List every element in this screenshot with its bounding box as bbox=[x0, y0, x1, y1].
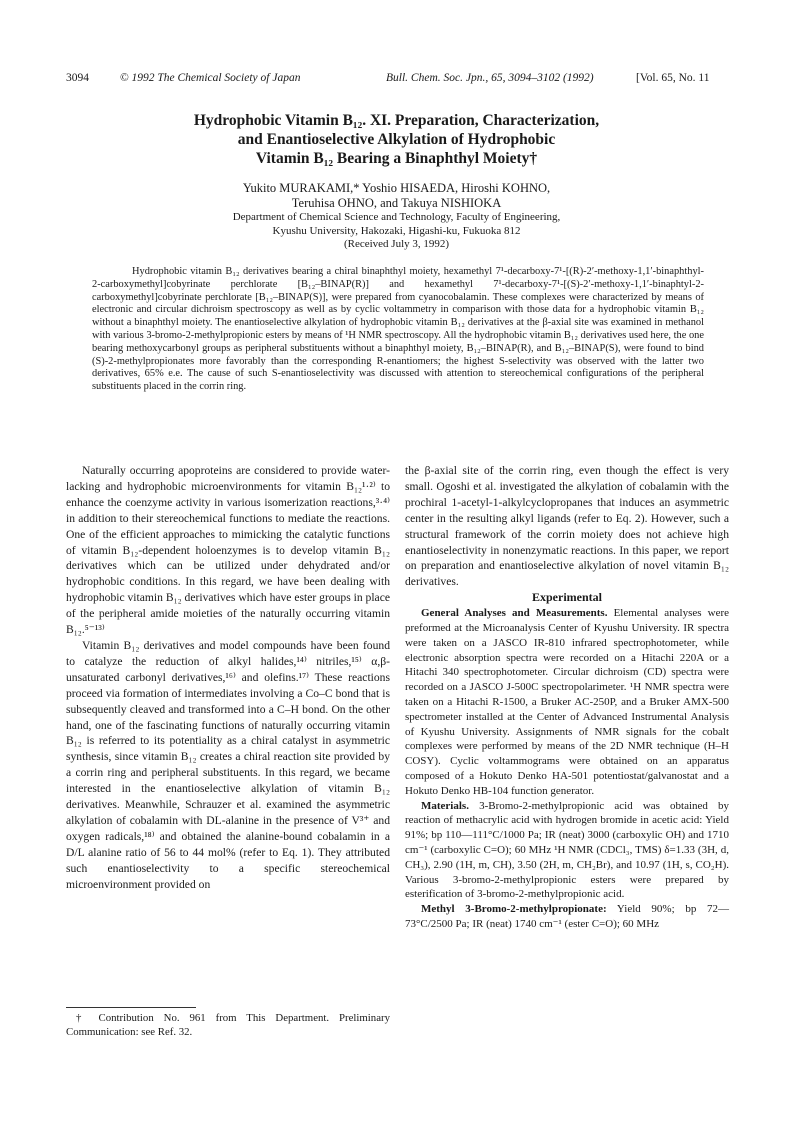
runin-heading: General Analyses and Measurements. bbox=[421, 607, 608, 620]
title-line: and Enantioselective Alkylation of Hydrophobic bbox=[237, 131, 556, 148]
page-number: 3094 bbox=[66, 72, 89, 84]
authors-line: Yukito MURAKAMI,* Yoshio HISAEDA, Hiroshi KOHNO, bbox=[242, 181, 551, 195]
copyright-notice: © 1992 The Chemical Society of Japan bbox=[119, 72, 301, 84]
subsection-text: Elemental analyses were preformed at the Microanalysis Center of Kyushu University. IR spectra were taken on a JASCO IR-810 infrared spectrophotometer, while electronic absorption spectra were recorded on a Hitachi 220A or a Hitachi 340 spectrophotometer. Circular dichroism (CD) spectra were recorded on a JASCO J-500C spectropolarimeter. ¹H NMR spectra were taken on a Hitachi R-1500, a Bruker AC-250P, and a Bruker AMX-500 spectrometer installed at the Center of Advanced Instrumental Analysis of Kyushu University. Assignments of NMR signals for the cobalt complexes were performed by means of the 2D NMR technique (H–H COSY). Cyclic voltammograms were obtained on an apparatus composed of a Hokuto Denko HA-501 potentiostat/galvanostat and a Hokuto Denko HB-104 function generator. bbox=[405, 607, 730, 797]
volume-info: [Vol. 65, No. 11 bbox=[636, 72, 710, 84]
runin-heading: Materials. bbox=[421, 799, 469, 812]
author-list bbox=[120, 181, 673, 211]
subsection-materials bbox=[405, 799, 729, 903]
body-paragraph: Vitamin B₁₂ derivatives and model compounds have been found to catalyze the reduction of alkyl halides,¹⁴⁾ nitriles,¹⁵⁾ α,β-unsaturated carbonyl derivatives,¹⁶⁾ and olefins.¹⁷⁾ These reactions proceed via formation of intermediates involving a Co–C bond that is subsequently cleaved and transformed into a C–H bond. On the other hand, one of the fascinating functions of naturally occurring vitamin B₁₂ is referred to its potentiality as a chiral catalyst in asymmetric synthesis, since vitamin B₁₂ creates a chiral reaction site provided by a corrin ring and peripheral substituents. In this regard, we became interested in the enantioselective alkylation of vitamin B₁₂ derivatives. Meanwhile, Schrauzer et al. examined the asymmetric alkylation of cobalamin with DL-alanine in the presence of V³⁺ and oxygen radicals,¹⁸⁾ and obtained the alanine-bound cobalamin in a D/L alanine ratio of 56 to 44 mol% (refer to Eq. 1). They attributed such enantioselectivity to a specific stereochemical microenvironment provided on bbox=[66, 638, 390, 891]
running-header-left bbox=[66, 72, 300, 84]
article-title bbox=[120, 111, 673, 168]
footnote: † Contribution No. 961 from This Department. Preliminary Communication: see Ref. 32. bbox=[66, 1012, 390, 1038]
affiliation-line: Department of Chemical Science and Technology, Faculty of Engineering, bbox=[232, 211, 561, 223]
right-column bbox=[405, 463, 729, 932]
subsection-text: 3-Bromo-2-methylpropionic acid was obtained by reaction of methacrylic acid with hydrogen bromide in acetic acid: Yield 91%; bp 110—111°C/1000 Pa; IR (neat) 3000 (carboxylic OH) and 1710 cm⁻¹ (carboxylic C=O); 60 MHz ¹H NMR (CDCl₃, TMS) δ=1.33 (3H, d, CH₃), 2.90 (1H, m, CH), 3.50 (2H, m, CH₂Br), and 10.97 (1H, s, CO₂H). Various 3-bromo-2-methylpropionic esters were prepared by esterification of 3-bromo-2-methylpropionic acid. bbox=[405, 799, 730, 901]
body-paragraph: the β-axial site of the corrin ring, even though the effect is very small. Ogoshi et al. investigated the alkylation of cobalamin with the prochiral 1-acetyl-1-alkylcyclopropanes that induces an asymmetric center in the resulting alkyl ligands (refer to Eq. 2). However, such a structural framework of the corrin moiety does not achieve high enantioselectivity in nonenzymatic reactions. In this paper, we report on preparation and enantioselective alkylation of novel vitamin B₁₂ derivatives. bbox=[405, 464, 729, 589]
received-date: (Received July 3, 1992) bbox=[343, 238, 450, 250]
section-heading: Experimental bbox=[532, 590, 602, 605]
runin-heading: Methyl 3-Bromo-2-methylpropionate: bbox=[421, 903, 607, 916]
affiliation bbox=[120, 211, 673, 252]
affiliation-line: Kyushu University, Hakozaki, Higashi-ku, Fukuoka 812 bbox=[272, 224, 521, 237]
subsection-methyl-ester bbox=[405, 902, 729, 932]
journal-citation: Bull. Chem. Soc. Jpn., 65, 3094–3102 (1992) bbox=[386, 72, 594, 84]
subsection-general bbox=[405, 606, 729, 798]
subsection-text: Yield 90%; bp 72—73°C/2500 Pa; IR (neat) 1740 cm⁻¹ (ester C=O); 60 MHz bbox=[405, 903, 729, 930]
authors-line: Teruhisa OHNO, and Takuya NISHIOKA bbox=[291, 196, 502, 210]
left-column bbox=[66, 463, 390, 892]
title-line: Hydrophobic Vitamin B₁₂. XI. Preparation, Characterization, bbox=[193, 112, 600, 129]
abstract: Hydrophobic vitamin B₁₂ derivatives bearing a chiral binaphthyl moiety, hexamethyl 7¹-decarboxy-7¹-[(R)-2′-methoxy-1,1′-binaphthyl-2-carboxymethyl]cobyrinate perchlorate [B₁₂–BINAP(R)] and hexamethyl 7¹-decarboxy-7¹-[(S)-2′-methoxy-1,1′-binaphtyl-2-carboxymethyl]cobyrinate perchlorate [B₁₂–BINAP(S)], were prepared from cyanocobalamin. These complexes were characterized by means of electronic and circular dichroism spectroscopy as well as by cyclic voltammetry in comparison with those data for a hydrophobic vitamin B₁₂ without a binaphthyl moiety. The enantioselective alkylation of hydrophobic vitamin B₁₂ derivatives at the β-axial site was examined in methanol with various 3-bromo-2-methylpropionic esters by means of ¹H NMR spectroscopy. All the hydrophobic vitamin B₁₂ derivatives used here, the one bearing methoxycarbonyl groups as peripheral substituents without a binaphthyl moiety, B₁₂–BINAP(R), and B₁₂–BINAP(S), were found to bind (S)-2-methylpropionates more favorably than the corresponding R-enantiomers; the highest S-selectivity was observed with the latter two derivatives, 65% e.e. The cause of such S-enantioselectivity was discussed with attention to stereochemical configurations of the peripheral substituents placed in the corrin ring. bbox=[92, 266, 704, 393]
footnote-divider bbox=[66, 1007, 196, 1008]
body-paragraph: Naturally occurring apoproteins are considered to provide water-lacking and hydrophobic microenvironments for vitamin B₁₂¹·²⁾ to enhance the coenzyme activity in various isomerization reactions,³·⁴⁾ in addition to their stereochemical functions to mediate the reactions. One of the efficient approaches to mimicking the catalytic functions of vitamin B₁₂-dependent holoenzymes is to develop vitamin B₁₂ derivatives which can be utilized under dehydrated and/or hydrophobic conditions. In this regard, we have been dealing with hydrophobic vitamin B₁₂ derivatives which have ester groups in place of the peripheral amide moieties of the naturally occurring vitamin B₁₂.⁵⁻¹³⁾ bbox=[66, 464, 390, 637]
title-line: Vitamin B₁₂ Bearing a Binaphthyl Moiety† bbox=[255, 150, 538, 167]
